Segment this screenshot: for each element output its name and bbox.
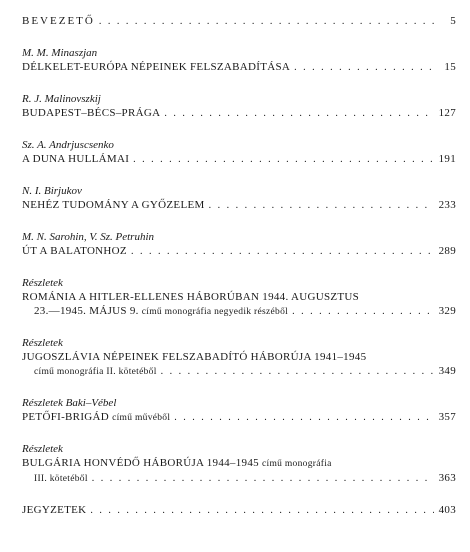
leader-dots — [294, 61, 434, 75]
leader-dots — [133, 153, 434, 167]
leader-dots — [164, 107, 434, 121]
toc-title-line: 23.—1945. MÁJUS 9. — [34, 305, 139, 317]
leader-dots — [99, 15, 434, 29]
toc-entry-7 — [22, 336, 456, 379]
toc-entry-4 — [22, 184, 456, 213]
toc-title: BUDAPEST–BÉCS–PRÁGA — [22, 107, 161, 119]
toc-entry-1 — [22, 46, 456, 75]
toc-entry-3 — [22, 138, 456, 167]
page-number: 363 — [438, 472, 456, 484]
toc-title-line: BULGÁRIA HONVÉDŐ HÁBORÚJA 1944–1945 — [22, 457, 259, 469]
toc-author: M. M. Minaszjan — [22, 47, 98, 59]
page-number: 15 — [444, 61, 456, 73]
toc-title-suffix: című monográfia — [262, 459, 332, 469]
toc-author: N. I. Birjukov — [22, 185, 82, 197]
toc-author: R. J. Malinovszkij — [22, 93, 101, 105]
toc-entry-5 — [22, 230, 456, 259]
leader-dots — [92, 472, 434, 486]
page-number: 233 — [438, 199, 456, 211]
page-number: 289 — [438, 245, 456, 257]
toc-author: Részletek — [22, 443, 63, 455]
toc-title-suffix: című monográfia II. kötetéből — [34, 367, 157, 377]
toc-title: PETŐFI-BRIGÁD — [22, 411, 110, 423]
page-number: 127 — [438, 107, 456, 119]
page-number: 191 — [438, 153, 456, 165]
leader-dots — [90, 504, 434, 518]
page-number: 403 — [438, 504, 456, 516]
toc-entry-8 — [22, 396, 456, 425]
page-number: 349 — [438, 365, 456, 377]
toc-title: ÚT A BALATONHOZ — [22, 245, 127, 257]
toc-entry-bevezeto — [22, 14, 456, 29]
leader-dots — [174, 411, 434, 425]
toc-title: A DUNA HULLÁMAI — [22, 153, 130, 165]
page-number: 329 — [438, 305, 456, 317]
toc-author: M. N. Sarohin, V. Sz. Petruhin — [22, 231, 155, 243]
leader-dots — [209, 199, 434, 213]
toc-author: Részletek — [22, 337, 63, 349]
toc-author: Sz. A. Andrjuscsenko — [22, 139, 114, 151]
toc-title-line: ROMÁNIA A HITLER-ELLENES HÁBORÚBAN 1944. AUGUSZTUS — [22, 291, 360, 303]
toc-title-suffix: című művéből — [112, 413, 171, 423]
toc-title-suffix: III. kötetéből — [34, 474, 88, 484]
toc-entry-jegyzetek — [22, 503, 456, 518]
toc-title: NEHÉZ TUDOMÁNY A GYŐZELEM — [22, 199, 205, 211]
toc-entry-9 — [22, 442, 456, 486]
toc-title: BEVEZETŐ — [22, 15, 95, 27]
toc-title: JEGYZETEK — [22, 504, 87, 516]
toc-entry-2 — [22, 92, 456, 121]
toc-entry-6 — [22, 276, 456, 319]
toc-author: Részletek Baki–Vébel — [22, 397, 117, 409]
toc-title-suffix: című monográfia negyedik részéből — [141, 307, 289, 317]
leader-dots — [292, 305, 434, 319]
page-number: 5 — [450, 15, 456, 27]
toc-author: Részletek — [22, 277, 63, 289]
toc-title: DÉLKELET-EURÓPA NÉPEINEK FELSZABADÍTÁSA — [22, 61, 291, 73]
page-number: 357 — [438, 411, 456, 423]
leader-dots — [131, 245, 434, 259]
toc-title-line: JUGOSZLÁVIA NÉPEINEK FELSZABADÍTÓ HÁBORÚJA 1941–1945 — [22, 351, 367, 363]
leader-dots — [161, 365, 434, 379]
